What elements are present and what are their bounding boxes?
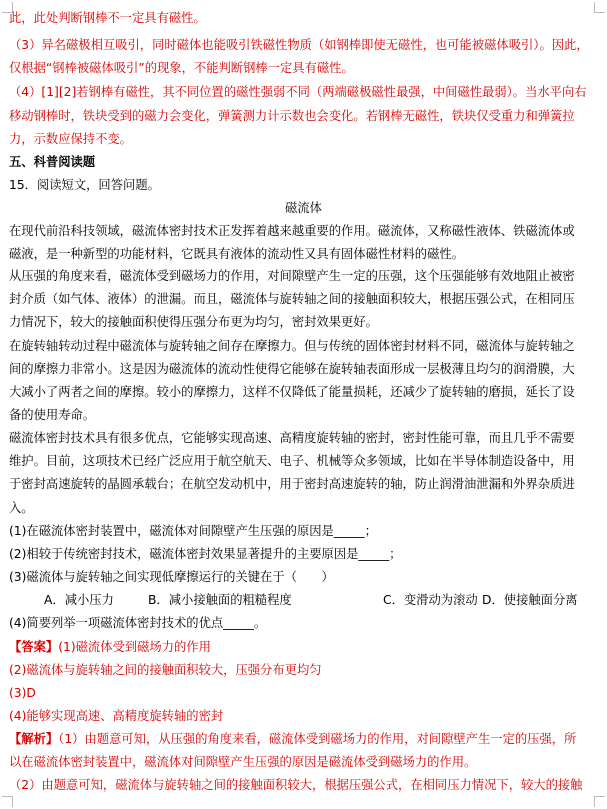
sub-question-3: (3)磁流体与旋转轴之间实现低摩擦运行的关键在于（ ） <box>9 570 334 584</box>
paragraph-line: 备的使用寿命。 <box>9 408 96 422</box>
answer-3: (3)D <box>9 686 36 700</box>
prev-answer-line: （4）[1][2]若钢棒有磁性，其不同位置的磁性强弱不同（两端磁极磁性最强，中间磁性最弱）。当水平向右 <box>9 85 587 99</box>
option-a: A．减小压力 <box>44 593 114 607</box>
prev-answer-line: 力，示数应保持不变。 <box>9 132 132 146</box>
paragraph-line: 维护。目前，这项技术已经广泛应用于航空航天、电子、机械等众多领域，比如在半导体制造设备中，用 <box>9 454 575 468</box>
analysis-tag: 【解析】 <box>9 732 59 746</box>
paragraph-line: 磁流体密封技术具有很多优点，它能够实现高速、高精度旋转轴的密封，密封性能可靠，而且几乎不需要 <box>9 431 575 445</box>
answer-1: (1)磁流体受到磁场力的作用 <box>58 640 211 654</box>
answer-line <box>9 639 595 655</box>
prev-answer-line: 仅根据“钢棒被磁体吸引”的现象，不能判断钢棒一定具有磁性。 <box>9 61 354 75</box>
paragraph-line: 在旋转轴转动过程中磁流体与旋转轴之间存在摩擦力。但与传统的固体密封材料不同，磁流体与旋转轴之 <box>9 339 575 353</box>
analysis-line: 以在磁流体密封装置中，磁流体对间隙壁产生压强的原因是磁流体受到磁场力的作用。 <box>9 755 477 769</box>
paragraph-line: 从压强的角度来看，磁流体受到磁场力的作用，对间隙壁产生一定的压强，这个压强能够有效地阻止被密 <box>9 269 575 283</box>
paragraph-line: 间的摩擦力非常小。这是因为磁流体的流动性使得它能够在旋转轴表面形成一层极薄且均匀的润滑膜，大 <box>9 362 575 376</box>
paragraph-line: 封介质（如气体、液体）的泄漏。而且，磁流体与旋转轴之间的接触面积较大，根据压强公式，在相同压 <box>9 292 575 306</box>
option-d: D．使接触面分离 <box>482 593 578 607</box>
paragraph-line: 力情况下，较大的接触面积使得压强分布更为均匀，密封效果更好。 <box>9 315 378 329</box>
analysis-line <box>9 731 595 747</box>
paragraph-line: 在现代前沿科技领域，磁流体密封技术正发挥着越来越重要的作用。磁流体，又称磁性液体、铁磁流体或 <box>9 224 575 238</box>
paragraph-line: 大减小了两者之间的摩擦。较小的摩擦力，这样不仅降低了能量损耗，还减少了旋转轴的磨损，延长了设 <box>9 385 575 399</box>
prev-answer-line: （3）异名磁极相互吸引，同时磁体也能吸引铁磁性物质（如钢棒即使无磁性，也可能被磁体吸引）。因此， <box>9 38 589 52</box>
option-c: C．变滑动为滚动 <box>383 593 478 607</box>
article-title: 磁流体 <box>285 201 322 215</box>
answer-4: (4)能够实现高速、高精度旋转轴的密封 <box>9 709 224 723</box>
paragraph-line: 磁液，是一种新型的功能材料，它既具有液体的流动性又具有固体磁性材料的磁性。 <box>9 247 464 261</box>
sub-question-4: (4)简要列举一项磁流体密封技术的优点_____。 <box>9 616 267 630</box>
analysis-line: （2）由题意可知，磁流体与旋转轴之间的接触面积较大，根据压强公式，在相同压力情况下，较大的接触 <box>9 778 583 792</box>
crop-mark-bottom-right <box>594 796 605 807</box>
sub-question-1: (1)在磁流体密封装置中，磁流体对间隙壁产生压强的原因是_____； <box>9 524 377 538</box>
sub-question-2: (2)相较于传统密封技术，磁流体密封效果显著提升的主要原因是_____； <box>9 547 402 561</box>
crop-mark-top-right <box>594 2 605 13</box>
analysis-text: （1）由题意可知，从压强的角度来看，磁流体受到磁场力的作用，对间隙壁产生一定的压强，所 <box>58 732 577 746</box>
prev-answer-line: 此，此处判断钢棒不一定具有磁性。 <box>9 11 206 25</box>
question-stem: 15．阅读短文，回答问题。 <box>9 178 160 192</box>
crop-mark-bottom-left <box>2 796 13 807</box>
section-title: 五、科普阅读题 <box>9 155 96 169</box>
paragraph-line: 入。 <box>9 501 34 515</box>
option-b: B．减小接触面的粗糙程度 <box>148 593 292 607</box>
prev-answer-line: 移动钢棒时，铁块受到的磁力会变化，弹簧测力计示数也会变化。若钢棒无磁性，铁块仅受重力和弹簧拉 <box>9 109 575 123</box>
answer-tag: 【答案】 <box>9 640 59 654</box>
paragraph-line: 于密封高速旋转的晶圆承载台；在航空发动机中，用于密封高速旋转的轴，防止润滑油泄漏和外界杂质进 <box>9 477 575 491</box>
answer-2: (2)磁流体与旋转轴之间的接触面积较大，压强分布更均匀 <box>9 663 322 677</box>
